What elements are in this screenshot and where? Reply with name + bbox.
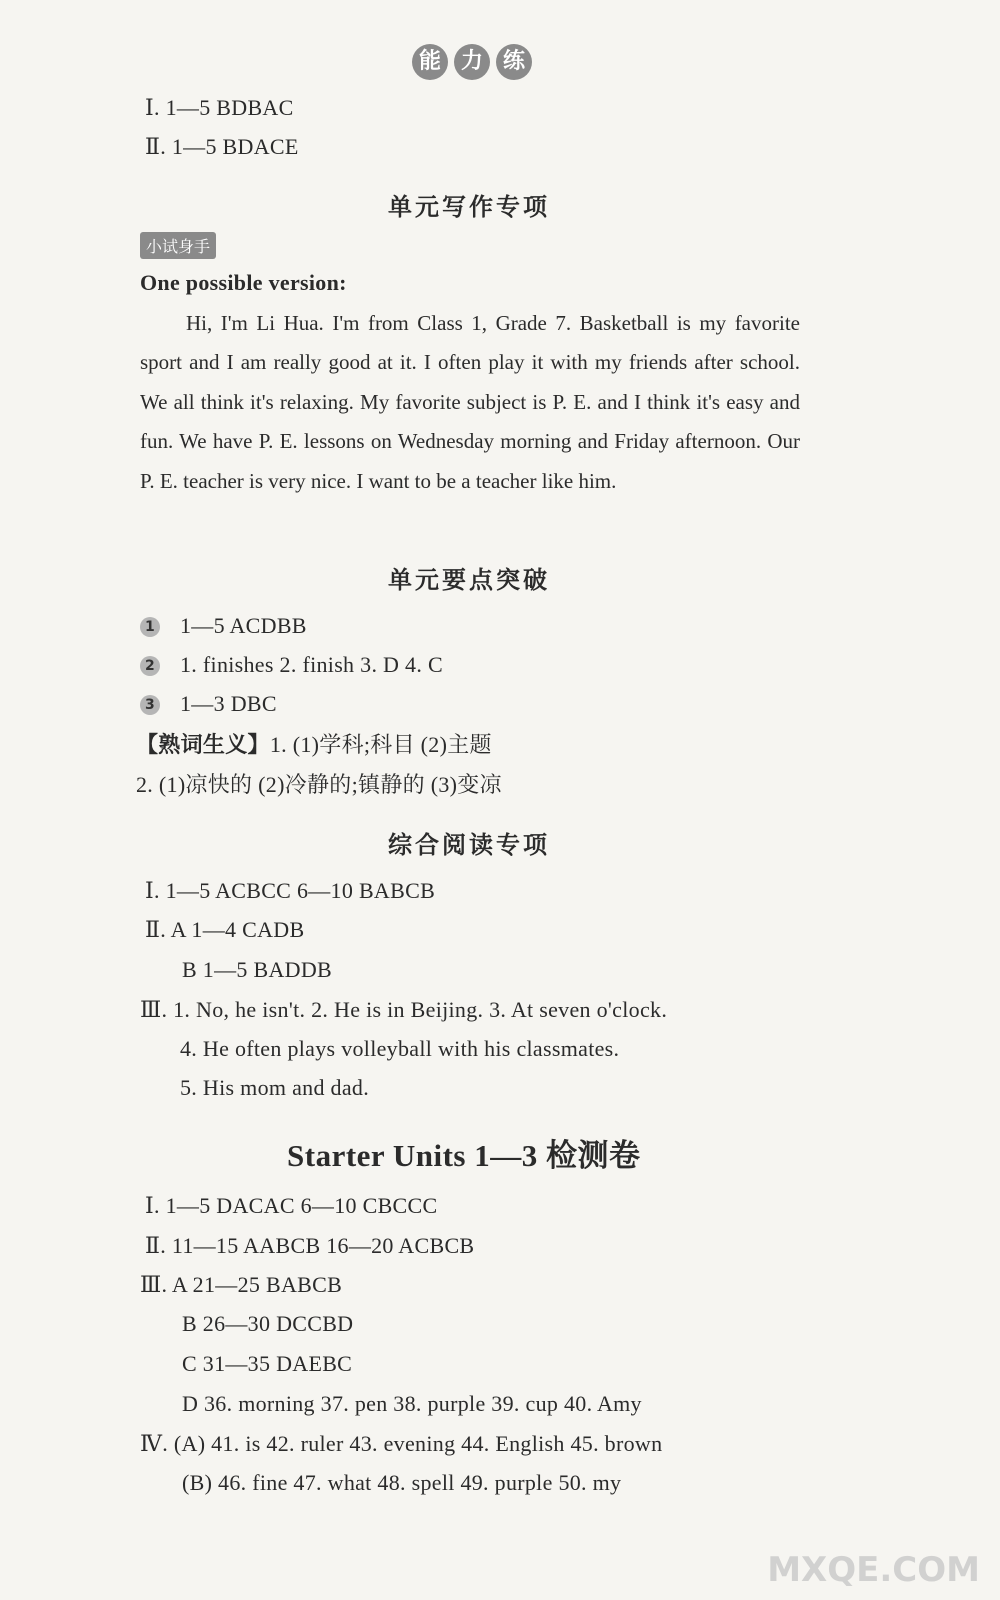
answer-line: Ⅲ. 1. No, he isn't. 2. He is in Beijing. 3. At seven o'clock. xyxy=(140,997,668,1022)
vocab-line: 2. (1)凉快的 (2)冷静的;镇静的 (3)变凉 xyxy=(136,772,502,797)
vocab-label: 【熟词生义】 xyxy=(136,733,270,758)
answer-text: 1. finishes 2. finish 3. D 4. C xyxy=(180,652,443,677)
answer-line: 4. He often plays volleyball with his classmates. xyxy=(180,1036,620,1061)
answer-line: B 1—5 BADDB xyxy=(182,957,332,982)
answer-text: 1—5 ACDBB xyxy=(180,613,307,638)
test-title: Starter Units 1—3 检测卷 xyxy=(287,1138,641,1173)
answer-line: Ⅰ. 1—5 DACAC 6—10 CBCCC xyxy=(145,1193,438,1218)
answer-line: Ⅰ. 1—5 BDBAC xyxy=(145,95,294,120)
version-label: One possible version: xyxy=(140,270,347,295)
answer-line xyxy=(140,612,307,640)
answer-line: Ⅰ. 1—5 ACBCC 6—10 BABCB xyxy=(145,878,436,903)
section-header-badges xyxy=(412,44,532,80)
item-number-badge: 3 xyxy=(140,695,160,715)
watermark: MXQE.COM xyxy=(767,1550,980,1590)
answer-line: Ⅲ. A 21—25 BABCB xyxy=(140,1272,343,1297)
header-badge: 力 xyxy=(454,44,490,80)
section-title: 单元写作专项 xyxy=(388,193,550,221)
answer-text: 1—3 DBC xyxy=(180,691,277,716)
answer-line: (B) 46. fine 47. what 48. spell 49. purple 50. my xyxy=(182,1470,622,1495)
answer-line: 5. His mom and dad. xyxy=(180,1075,370,1100)
sample-essay: Hi, I'm Li Hua. I'm from Class 1, Grade 7. Basketball is my favorite sport and I am really good at it. I often play it with my friends after school. We all think it's relaxing. My favorite subject is P. E. and I think it's easy and fun. We have P. E. lessons on Wednesday morning and Friday afternoon. Our P. E. teacher is very nice. I want to be a teacher like him. xyxy=(140,311,800,493)
answer-line xyxy=(140,690,277,718)
item-number-badge: 1 xyxy=(140,617,160,637)
answer-line: Ⅳ. (A) 41. is 42. ruler 43. evening 44. English 45. brown xyxy=(140,1431,663,1456)
answer-line: B 26—30 DCCBD xyxy=(182,1311,354,1336)
vocab-text: 1. (1)学科;科目 (2)主题 xyxy=(269,732,492,757)
header-badge: 能 xyxy=(412,44,448,80)
answer-line: Ⅱ. 11—15 AABCB 16—20 ACBCB xyxy=(145,1233,475,1258)
vocab-line xyxy=(136,731,492,760)
answer-line: Ⅱ. 1—5 BDACE xyxy=(145,134,299,159)
answer-line: Ⅱ. A 1—4 CADB xyxy=(145,917,305,942)
section-tag: 小试身手 xyxy=(140,232,216,259)
answer-line: D 36. morning 37. pen 38. purple 39. cup 40. Amy xyxy=(182,1391,642,1416)
header-badge: 练 xyxy=(496,44,532,80)
section-title: 综合阅读专项 xyxy=(388,831,550,859)
answer-line xyxy=(140,651,443,679)
answer-line: C 31—35 DAEBC xyxy=(182,1351,353,1376)
section-title: 单元要点突破 xyxy=(388,566,550,594)
item-number-badge: 2 xyxy=(140,656,160,676)
